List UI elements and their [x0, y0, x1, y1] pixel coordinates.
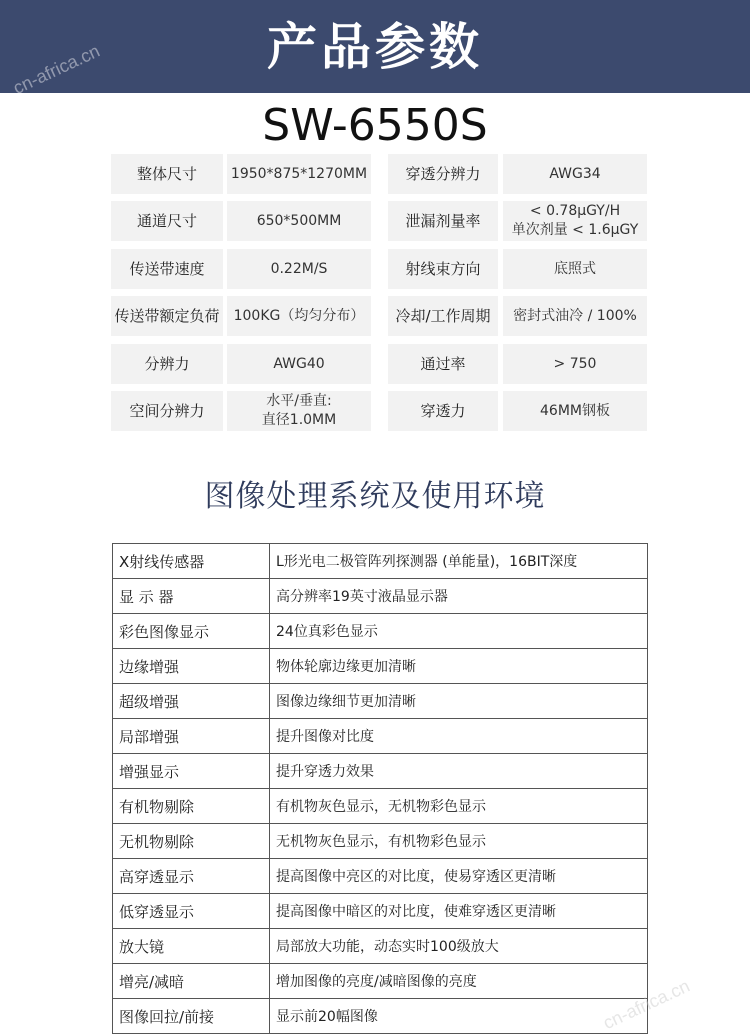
spec-value: AWG34	[503, 154, 647, 194]
table-row	[113, 999, 648, 1034]
row-value: 增加图像的亮度/减暗图像的亮度	[270, 964, 648, 999]
row-key: 超级增强	[113, 684, 270, 719]
page-title: 产品参数	[267, 18, 483, 76]
spec-label: 穿透分辨力	[388, 154, 498, 194]
row-key: 高穿透显示	[113, 859, 270, 894]
row-value: 局部放大功能，动态实时100级放大	[270, 929, 648, 964]
spec-label: 穿透力	[388, 391, 498, 431]
spec-label: 传送带额定负荷	[111, 296, 223, 336]
spec-value: AWG40	[227, 344, 371, 384]
table-row	[113, 649, 648, 684]
spec-label: 冷却/工作周期	[388, 296, 498, 336]
row-value: 无机物灰色显示，有机物彩色显示	[270, 824, 648, 859]
watermark: cn-africa.cn	[10, 40, 103, 99]
table-row	[113, 614, 648, 649]
table-row	[113, 929, 648, 964]
table-row	[113, 544, 648, 579]
row-key: 边缘增强	[113, 649, 270, 684]
spec-value: 650*500MM	[227, 201, 371, 241]
table-row	[113, 824, 648, 859]
spec-label: 通道尺寸	[111, 201, 223, 241]
row-key: 放大镜	[113, 929, 270, 964]
row-key: 增亮/减暗	[113, 964, 270, 999]
row-value: 有机物灰色显示，无机物彩色显示	[270, 789, 648, 824]
row-key: 低穿透显示	[113, 894, 270, 929]
spec-label: 空间分辨力	[111, 391, 223, 431]
spec-value	[227, 391, 371, 431]
row-key: X射线传感器	[113, 544, 270, 579]
page-header	[0, 0, 750, 93]
row-value: 图像边缘细节更加清晰	[270, 684, 648, 719]
spec-value: 100KG（均匀分布）	[227, 296, 371, 336]
row-key: 显 示 器	[113, 579, 270, 614]
spec-value: 46MM钢板	[503, 391, 647, 431]
row-key: 无机物剔除	[113, 824, 270, 859]
table-row	[113, 789, 648, 824]
spec-value: 1950*875*1270MM	[227, 154, 371, 194]
table-row	[113, 579, 648, 614]
spec-value: 密封式油冷 / 100%	[503, 296, 647, 336]
row-value: 24位真彩色显示	[270, 614, 648, 649]
row-value: 提高图像中亮区的对比度，使易穿透区更清晰	[270, 859, 648, 894]
spec-label: 通过率	[388, 344, 498, 384]
table-row	[113, 894, 648, 929]
row-key: 彩色图像显示	[113, 614, 270, 649]
spec-label: 泄漏剂量率	[388, 201, 498, 241]
row-key: 增强显示	[113, 754, 270, 789]
spec-value	[503, 201, 647, 241]
spec-value-line: 单次剂量 < 1.6μGY	[511, 222, 639, 238]
table-row	[113, 754, 648, 789]
row-key: 有机物剔除	[113, 789, 270, 824]
table-row	[113, 859, 648, 894]
spec-label: 传送带速度	[111, 249, 223, 289]
row-value: 提升穿透力效果	[270, 754, 648, 789]
row-value: 物体轮廓边缘更加清晰	[270, 649, 648, 684]
row-value: 提高图像中暗区的对比度，使难穿透区更清晰	[270, 894, 648, 929]
spec-value: 底照式	[503, 249, 647, 289]
spec-value: > 750	[503, 344, 647, 384]
spec-value-line: 直径1.0MM	[261, 412, 337, 428]
spec-label: 射线束方向	[388, 249, 498, 289]
row-value: 高分辨率19英寸液晶显示器	[270, 579, 648, 614]
row-key: 局部增强	[113, 719, 270, 754]
spec-label: 分辨力	[111, 344, 223, 384]
spec-value-line: 水平/垂直:	[266, 393, 332, 409]
row-value: 显示前20幅图像	[270, 999, 648, 1034]
table-row	[113, 684, 648, 719]
table-row	[113, 964, 648, 999]
section-title: 图像处理系统及使用环境	[204, 479, 546, 514]
spec-value: 0.22M/S	[227, 249, 371, 289]
model-number: SW-6550S	[262, 100, 488, 151]
spec-label: 整体尺寸	[111, 154, 223, 194]
row-value: 提升图像对比度	[270, 719, 648, 754]
spec-value-line: < 0.78μGY/H	[529, 203, 621, 219]
table-row	[113, 719, 648, 754]
environment-table	[112, 543, 648, 1034]
row-value: L形光电二极管阵列探测器 (单能量)，16BIT深度	[270, 544, 648, 579]
watermark: cn-africa.cn	[600, 975, 693, 1034]
row-key: 图像回拉/前接	[113, 999, 270, 1034]
